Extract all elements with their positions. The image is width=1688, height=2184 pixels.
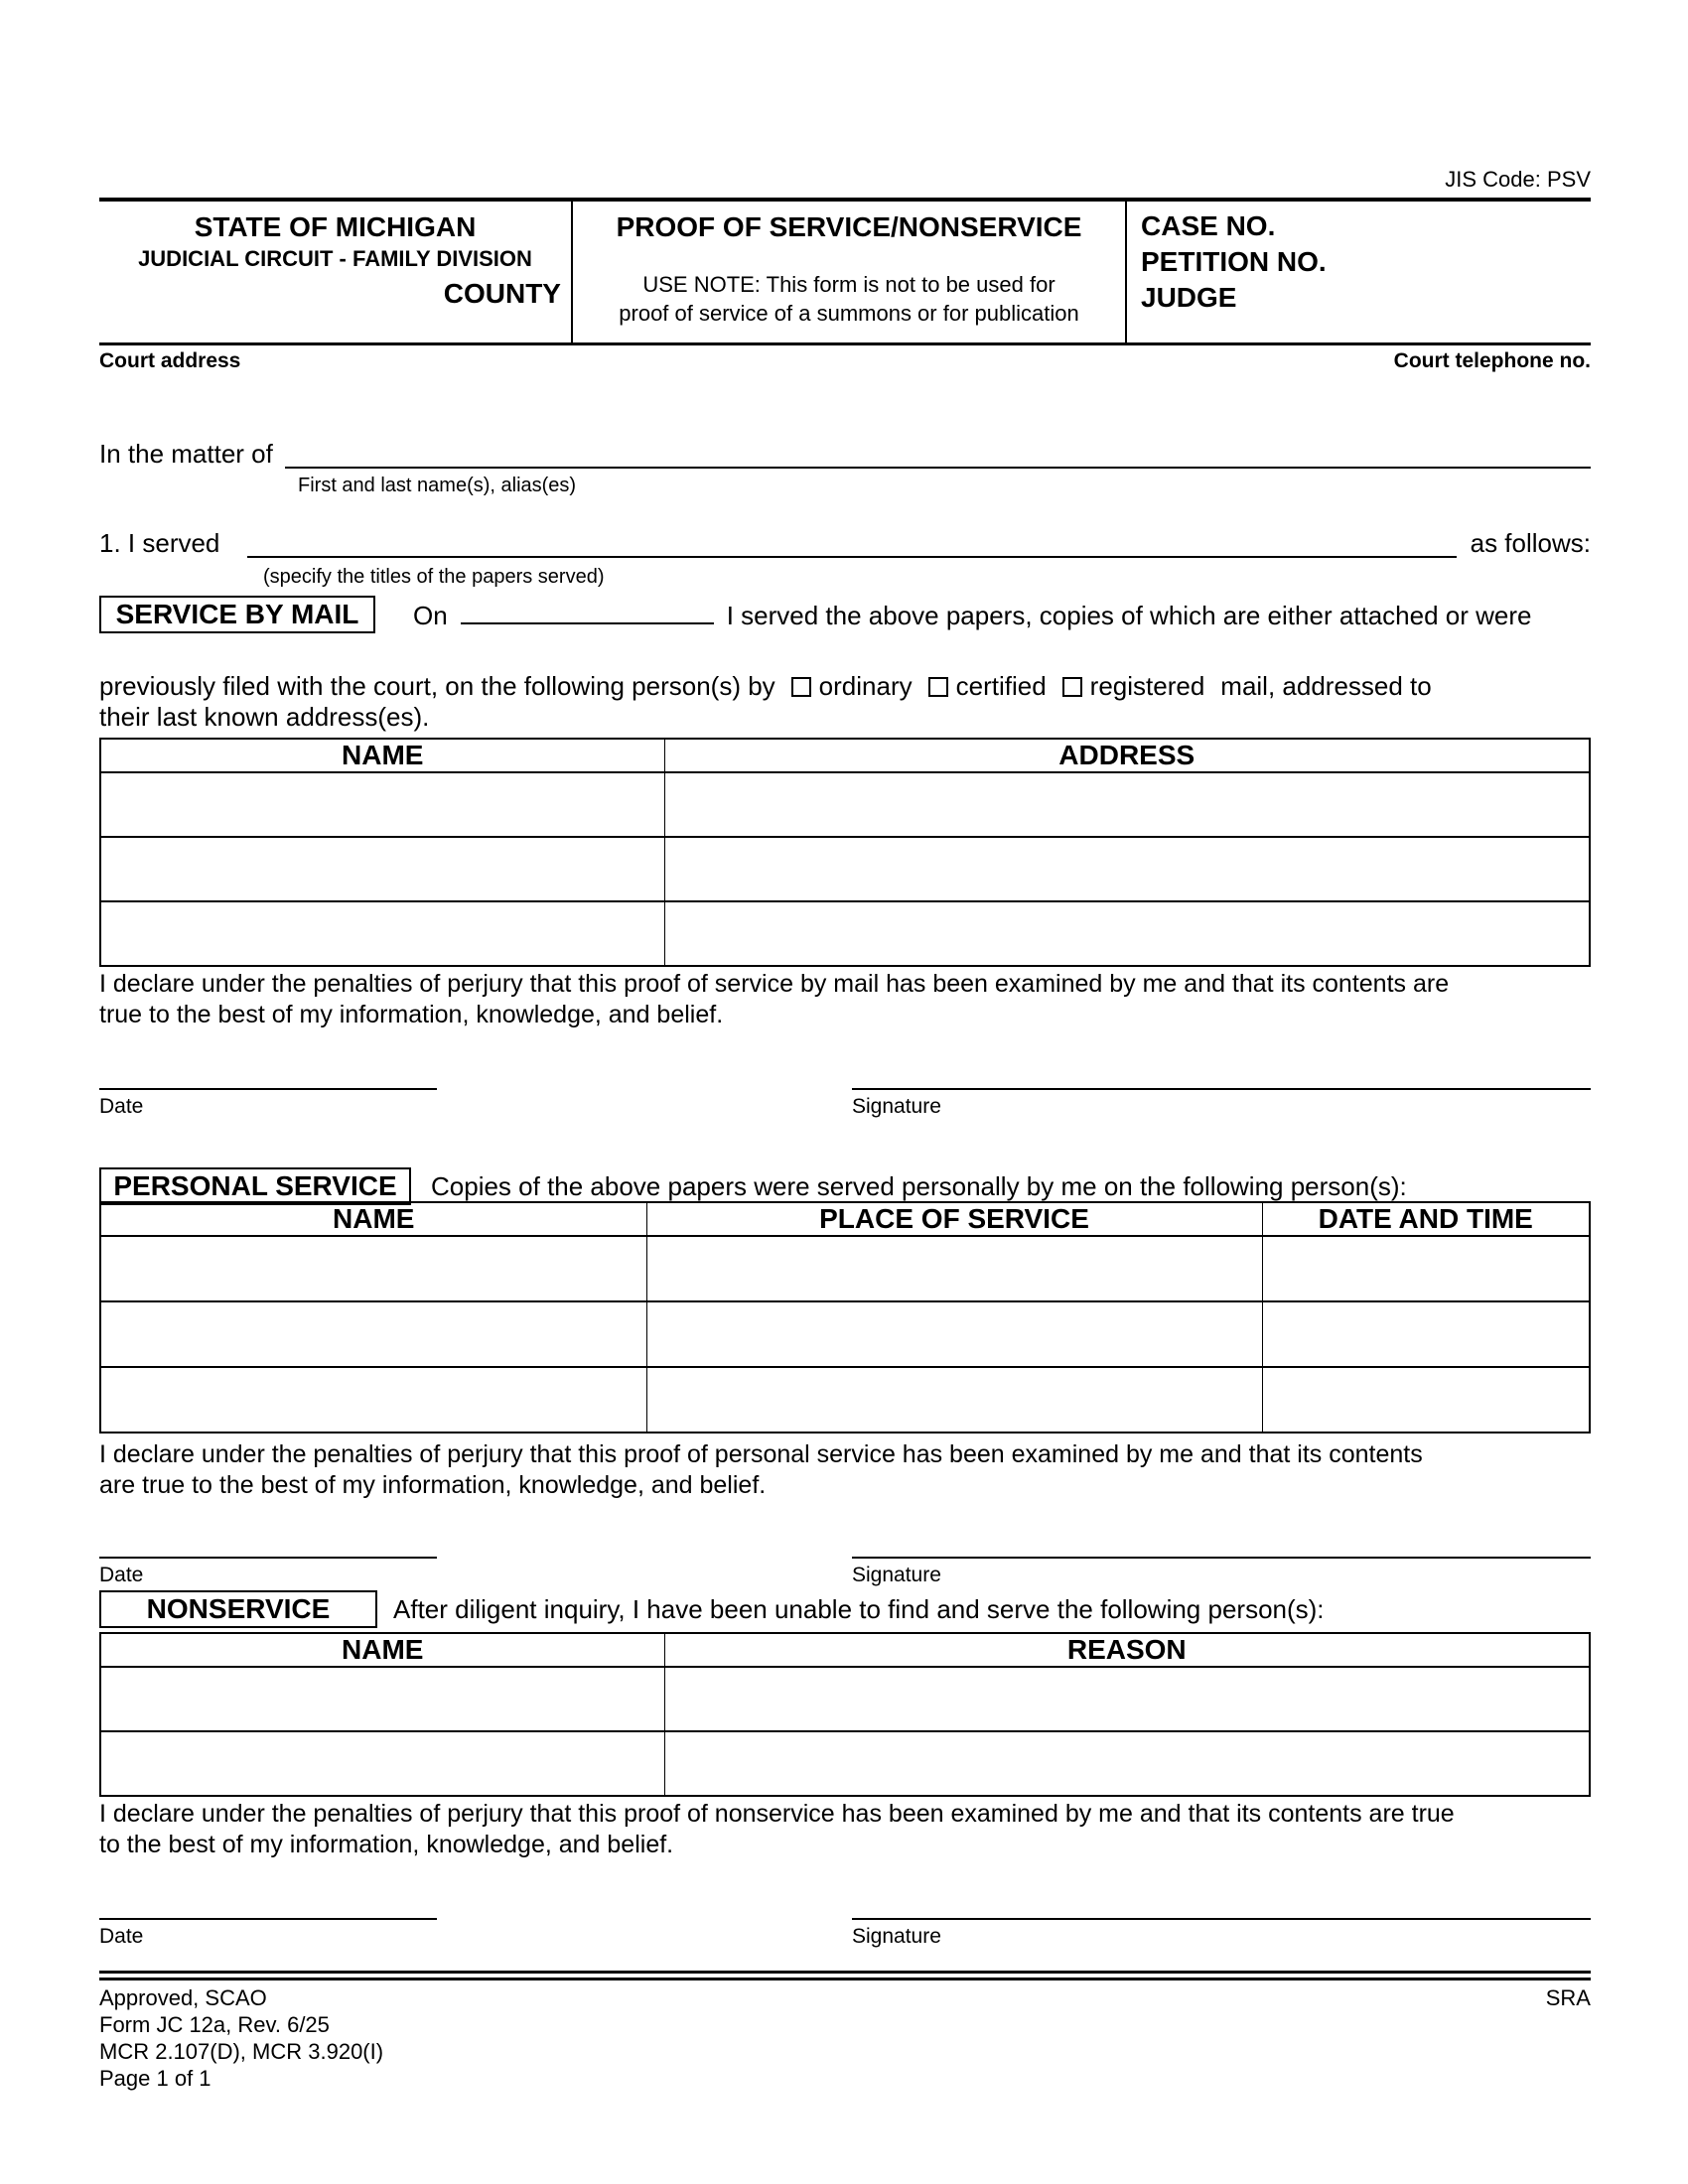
- nonservice-row2-reason-cell[interactable]: [664, 1731, 1590, 1796]
- mail-line2: [99, 671, 1591, 702]
- registered-checkbox-group: [1047, 671, 1205, 701]
- nonservice-declaration-line1: I declare under the penalties of perjury that this proof of nonservice has been examined by me and that its contents are true: [99, 1800, 1455, 1828]
- personal-service-row: [99, 1167, 1591, 1205]
- personal-declaration-line1: I declare under the penalties of perjury that this proof of personal service has been examined by me and that its contents: [99, 1440, 1423, 1468]
- nonservice-name-header: NAME: [100, 1633, 664, 1667]
- signature-field: [852, 1557, 1591, 1587]
- served-prefix: 1. I served: [99, 528, 220, 558]
- nonservice-row1-name-cell[interactable]: [100, 1667, 664, 1731]
- matter-row: [99, 439, 1591, 469]
- personal-row3-name-cell[interactable]: [100, 1367, 646, 1433]
- mail-row1-name-cell[interactable]: [100, 772, 664, 837]
- personal-row3-place-cell[interactable]: [646, 1367, 1262, 1433]
- footer: [99, 1984, 1591, 2092]
- mail-row2-address-cell[interactable]: [664, 837, 1590, 901]
- nonservice-row: [99, 1590, 1591, 1628]
- mail-row3-name-cell[interactable]: [100, 901, 664, 966]
- personal-date-signature-row: [99, 1557, 1591, 1587]
- personal-row1-datetime-cell[interactable]: [1262, 1236, 1590, 1301]
- table-row: [100, 837, 1590, 901]
- personal-service-label: PERSONAL SERVICE: [113, 1170, 397, 1201]
- signature-gap: [437, 1557, 852, 1587]
- judicial-circuit-label: JUDICIAL CIRCUIT - FAMILY DIVISION: [138, 246, 532, 271]
- county-label: COUNTY: [443, 278, 561, 309]
- mail-line1-rest: I served the above papers, copies of which are either attached or were: [726, 600, 1532, 630]
- date-label: Date: [99, 1925, 144, 1948]
- signature-label: Signature: [852, 1925, 941, 1948]
- signature-label: Signature: [852, 1564, 941, 1586]
- matter-prefix: In the matter of: [99, 439, 273, 469]
- personal-place-header: PLACE OF SERVICE: [646, 1202, 1262, 1236]
- served-suffix: as follows:: [1470, 528, 1591, 558]
- papers-served-input[interactable]: [247, 528, 1456, 558]
- petition-no-label: PETITION NO.: [1141, 246, 1327, 277]
- mail-row3-address-cell[interactable]: [664, 901, 1590, 966]
- ordinary-checkbox-label: ordinary: [818, 671, 913, 701]
- mail-table-header-row: [100, 739, 1590, 772]
- header-court-cell: [99, 202, 571, 342]
- court-address-label: Court address: [99, 349, 241, 372]
- personal-datetime-header: DATE AND TIME: [1262, 1202, 1590, 1236]
- signature-gap: [437, 1088, 852, 1119]
- personal-row1-place-cell[interactable]: [646, 1236, 1262, 1301]
- court-info-row: [99, 349, 1591, 373]
- mail-line3: their last known address(es).: [99, 702, 430, 732]
- footer-sra: SRA: [1545, 1985, 1591, 2010]
- mail-line1: [413, 599, 1532, 631]
- served-sublabel: (specify the titles of the papers served): [263, 566, 605, 588]
- served-row: [99, 528, 1591, 558]
- table-row: [100, 901, 1590, 966]
- mail-date-input[interactable]: [461, 599, 714, 624]
- mail-declaration-line1: I declare under the penalties of perjury that this proof of service by mail has been examined by me and that its contents are: [99, 970, 1450, 998]
- table-row: [100, 772, 1590, 837]
- state-title: STATE OF MICHIGAN: [194, 211, 477, 242]
- service-by-mail-label-box: [99, 596, 375, 633]
- matter-sublabel: First and last name(s), alias(es): [298, 475, 577, 496]
- nonservice-row2-name-cell[interactable]: [100, 1731, 664, 1796]
- personal-service-label-box: [99, 1167, 411, 1205]
- footer-left: [99, 1984, 383, 2092]
- registered-checkbox-label: registered: [1089, 671, 1205, 701]
- personal-declaration: [99, 1439, 1591, 1501]
- footer-mcr: MCR 2.107(D), MCR 3.920(I): [99, 2039, 384, 2064]
- personal-declaration-line2: are true to the best of my information, knowledge, and belief.: [99, 1471, 767, 1499]
- mail-table: [99, 738, 1591, 967]
- footer-approved: Approved, SCAO: [99, 1985, 267, 2010]
- nonservice-declaration-line2: to the best of my information, knowledge, and belief.: [99, 1831, 674, 1858]
- nonservice-row1-reason-cell[interactable]: [664, 1667, 1590, 1731]
- nonservice-reason-header: REASON: [664, 1633, 1590, 1667]
- date-label: Date: [99, 1095, 144, 1118]
- personal-name-header: NAME: [100, 1202, 646, 1236]
- personal-service-table: [99, 1201, 1591, 1433]
- judge-label: JUDGE: [1141, 282, 1237, 313]
- personal-row1-name-cell[interactable]: [100, 1236, 646, 1301]
- certified-checkbox-group: [913, 671, 1047, 701]
- use-note: [573, 270, 1125, 328]
- case-no-label: CASE NO.: [1141, 210, 1276, 241]
- table-row: [100, 1731, 1590, 1796]
- table-row: [100, 1367, 1590, 1433]
- mail-line2-pre: previously filed with the court, on the following person(s) by: [99, 671, 775, 701]
- header-case-cell: [1127, 202, 1591, 342]
- service-by-mail-row: [99, 596, 1591, 633]
- personal-service-intro: Copies of the above papers were served personally by me on the following person(s):: [431, 1170, 1407, 1201]
- footer-page-number: Page 1 of 1: [99, 2066, 211, 2091]
- mail-name-header: NAME: [100, 739, 664, 772]
- mail-date-signature-row: [99, 1088, 1591, 1119]
- mail-on-label: On: [413, 600, 448, 630]
- footer-double-rule: [99, 1971, 1591, 1980]
- jis-code: JIS Code: PSV: [1445, 167, 1591, 192]
- personal-row2-place-cell[interactable]: [646, 1301, 1262, 1367]
- nonservice-table: [99, 1632, 1591, 1797]
- registered-checkbox[interactable]: [1062, 677, 1082, 697]
- mail-row2-name-cell[interactable]: [100, 837, 664, 901]
- mail-declaration: [99, 969, 1591, 1030]
- ordinary-checkbox[interactable]: [791, 677, 811, 697]
- form-title: PROOF OF SERVICE/NONSERVICE: [616, 211, 1082, 242]
- date-field: [99, 1088, 437, 1119]
- table-row: [100, 1236, 1590, 1301]
- personal-table-header-row: [100, 1202, 1590, 1236]
- signature-label: Signature: [852, 1095, 941, 1118]
- signature-field: [852, 1918, 1591, 1949]
- personal-row2-datetime-cell[interactable]: [1262, 1301, 1590, 1367]
- nonservice-intro: After diligent inquiry, I have been unable to find and serve the following person(s):: [393, 1593, 1325, 1624]
- court-telephone-label: Court telephone no.: [1393, 349, 1591, 372]
- table-row: [100, 1301, 1590, 1367]
- matter-name-input[interactable]: [285, 439, 1591, 469]
- mail-declaration-line2: true to the best of my information, knowledge, and belief.: [99, 1001, 724, 1028]
- nonservice-table-header-row: [100, 1633, 1590, 1667]
- date-field: [99, 1918, 437, 1949]
- service-by-mail-label: SERVICE BY MAIL: [115, 599, 359, 629]
- table-row: [100, 1667, 1590, 1731]
- header-caption-table: [99, 198, 1591, 345]
- signature-field: [852, 1088, 1591, 1119]
- mail-row1-address-cell[interactable]: [664, 772, 1590, 837]
- certified-checkbox[interactable]: [928, 677, 948, 697]
- use-note-line1: USE NOTE: This form is not to be used for: [642, 272, 1055, 297]
- certified-checkbox-label: certified: [955, 671, 1047, 701]
- mail-paragraph: [99, 671, 1591, 733]
- nonservice-declaration: [99, 1799, 1591, 1860]
- header-title-cell: [571, 202, 1127, 342]
- date-field: [99, 1557, 437, 1587]
- personal-row3-datetime-cell[interactable]: [1262, 1367, 1590, 1433]
- mail-address-header: ADDRESS: [664, 739, 1590, 772]
- personal-row2-name-cell[interactable]: [100, 1301, 646, 1367]
- ordinary-checkbox-group: [775, 671, 913, 701]
- footer-form-number: Form JC 12a, Rev. 6/25: [99, 2012, 330, 2037]
- mail-line2-post: mail, addressed to: [1220, 671, 1432, 701]
- nonservice-date-signature-row: [99, 1918, 1591, 1949]
- nonservice-label: NONSERVICE: [146, 1593, 331, 1624]
- date-label: Date: [99, 1564, 144, 1586]
- signature-gap: [437, 1918, 852, 1949]
- use-note-line2: proof of service of a summons or for publication: [619, 301, 1079, 326]
- nonservice-label-box: [99, 1590, 377, 1628]
